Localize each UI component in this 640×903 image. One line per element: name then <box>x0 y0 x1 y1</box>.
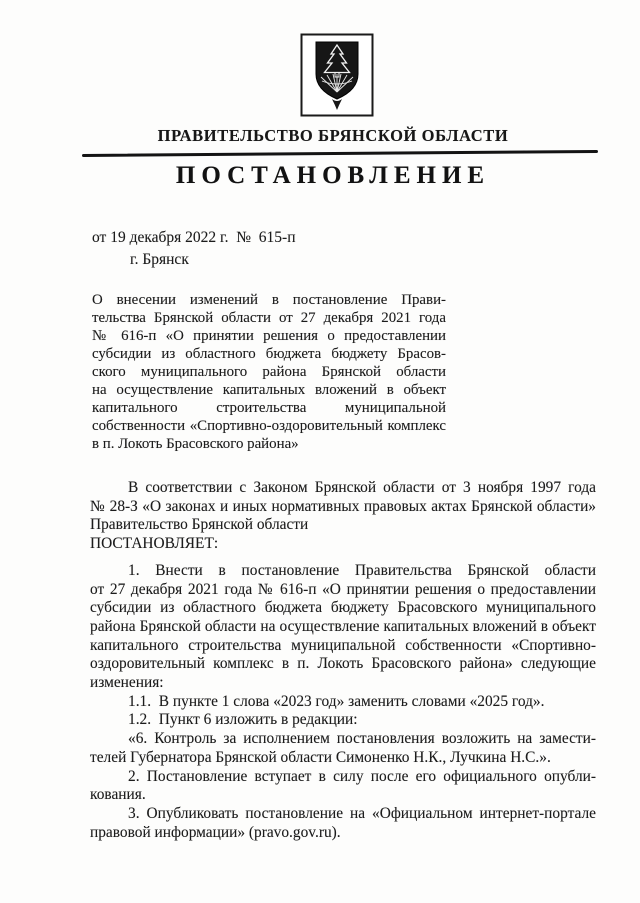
text-line: в п. Локоть Брасовского района» <box>92 436 299 452</box>
paragraph <box>90 730 596 767</box>
paragraph <box>90 805 596 842</box>
text-line: 3. Опубликовать постановление на «Официальном интернет-портале <box>128 804 596 822</box>
body-text <box>90 479 596 842</box>
text-line: субсидии из областного бюджета бюджету Брасовского муниципального <box>90 599 596 617</box>
text-line: «6. Контроль за исполнением постановления возложить на замести- <box>128 730 596 748</box>
paragraph <box>90 562 596 693</box>
text-line: собственности «Спортивно-оздоровительный комплекс <box>92 418 446 434</box>
text-line: капитального строительства муниципальной <box>92 400 446 416</box>
text-line: на осуществление капитальных вложений в объект <box>92 382 446 398</box>
text-line: капитального строительства муниципальной собственности «Спортивно- <box>90 636 596 654</box>
coat-of-arms <box>300 33 374 117</box>
header-divider <box>82 150 598 157</box>
text-line: ского муниципального района Брянской области <box>92 364 446 380</box>
date-number-line: от 19 декабря 2022 г. № 615-п <box>92 229 296 246</box>
text-line: № 28-З «О законах и иных нормативных правовых актах Брянской области» <box>90 497 596 515</box>
paragraph <box>90 711 596 730</box>
paragraph <box>90 768 596 805</box>
org-name: ПРАВИТЕЛЬСТВО БРЯНСКОЙ ОБЛАСТИ <box>157 126 509 145</box>
text-line: изменения: <box>90 674 164 692</box>
text-line: субсидии из областного бюджета бюджету Брасов- <box>92 346 446 362</box>
text-line: тельства Брянской области от 27 декабря 2021 года <box>92 310 446 326</box>
text-line: 2. Постановление вступает в силу после его официального опубли- <box>128 767 596 785</box>
bryansk-emblem-icon <box>300 33 374 117</box>
text-line: кования. <box>90 786 146 804</box>
text-line: ПОСТАНОВЛЯЕТ: <box>90 535 219 553</box>
text-line: 1.2. Пункт 6 изложить в редакции: <box>128 711 358 729</box>
text-line: О внесении изменений в постановление Прави- <box>92 292 446 308</box>
paragraph <box>90 479 596 554</box>
text-line: района Брянской области на осуществление капитальных вложений в объект <box>90 617 596 635</box>
text-line: правовой информации» (pravo.gov.ru). <box>90 823 341 841</box>
text-line: телей Губернатора Брянской области Симоненко Н.К., Лучкина Н.С.». <box>90 748 551 766</box>
text-line: В соответствии с Законом Брянской области от 3 ноября 1997 года <box>128 479 596 496</box>
city-line: г. Брянск <box>130 251 189 268</box>
text-line: оздоровительный комплекс в п. Локоть Брасовского района» следующие <box>90 655 596 673</box>
text-line: 1.1. В пункте 1 слова «2023 год» заменить словами «2025 год». <box>128 692 545 710</box>
text-line: от 27 декабря 2021 года № 616-п «О принятии решения о предоставлении <box>90 580 596 598</box>
paragraph <box>90 693 596 712</box>
document-type-title: ПОСТАНОВЛЕНИЕ <box>175 162 491 189</box>
text-line: Правительство Брянской области <box>90 516 309 534</box>
text-line: № 616-п «О принятии решения о предоставлении <box>92 328 446 344</box>
text-line: 1. Внести в постановление Правительства Брянской области <box>128 561 596 579</box>
subject-block <box>92 291 446 453</box>
